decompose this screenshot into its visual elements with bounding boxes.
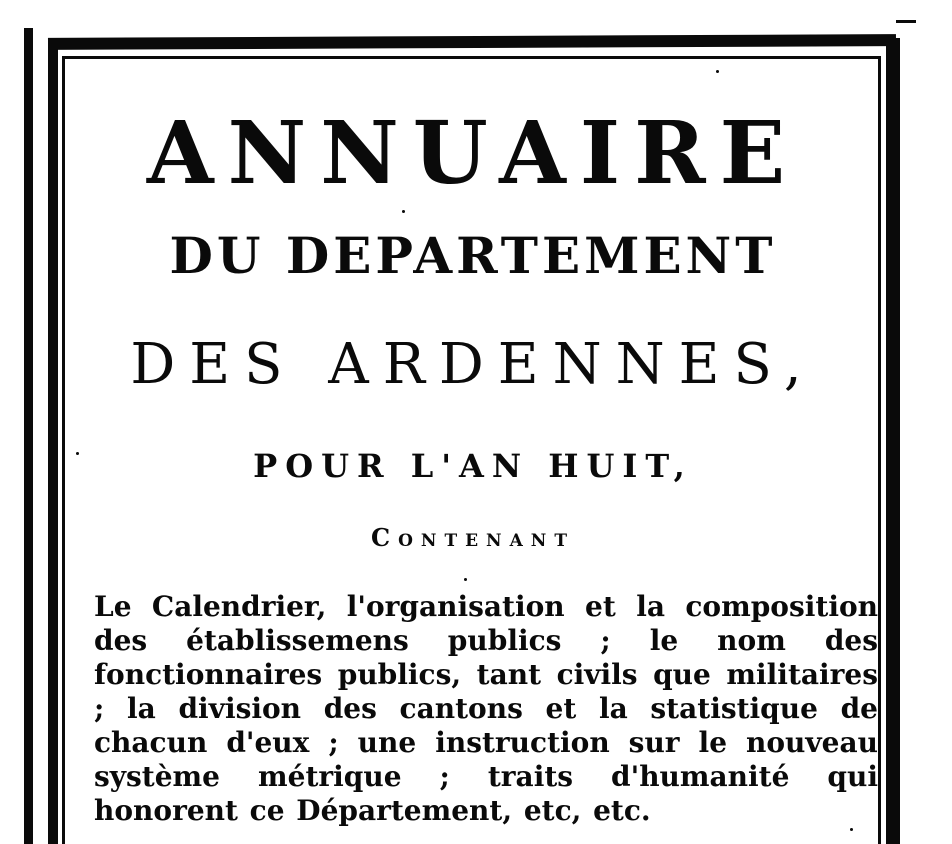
frame-right-inner-border (878, 56, 881, 844)
frame-left-border (48, 44, 58, 844)
frame-right-border (886, 38, 900, 844)
title-du-departement: DU DEPARTEMENT (169, 226, 777, 285)
frame-top-border (48, 34, 896, 50)
ink-speck (464, 578, 467, 581)
frame-top-inner-border (62, 56, 880, 59)
title-des-ardennes: DES ARDENNES, (130, 332, 816, 397)
subtitle-contenant: Contenant (371, 523, 575, 552)
contents-paragraph: Le Calendrier, l'organisation et la composition des établissemens publics ; le nom des fonctionnaires publics, tant civils que militaires ; la division des cantons et la statistique de chacun d'eux ; une instruction sur le nouveau système métrique ; traits d'humanité qui honorent ce Département, etc, etc. (94, 590, 878, 827)
corner-mark (896, 20, 916, 23)
outer-left-rule (24, 28, 33, 844)
title-annuaire: ANNUAIRE (146, 103, 800, 204)
ink-speck (402, 210, 405, 213)
ink-speck (850, 828, 853, 831)
subtitle-year: POUR L'AN HUIT, (253, 447, 693, 485)
frame-left-inner-border (62, 56, 65, 844)
ink-speck (716, 70, 719, 73)
